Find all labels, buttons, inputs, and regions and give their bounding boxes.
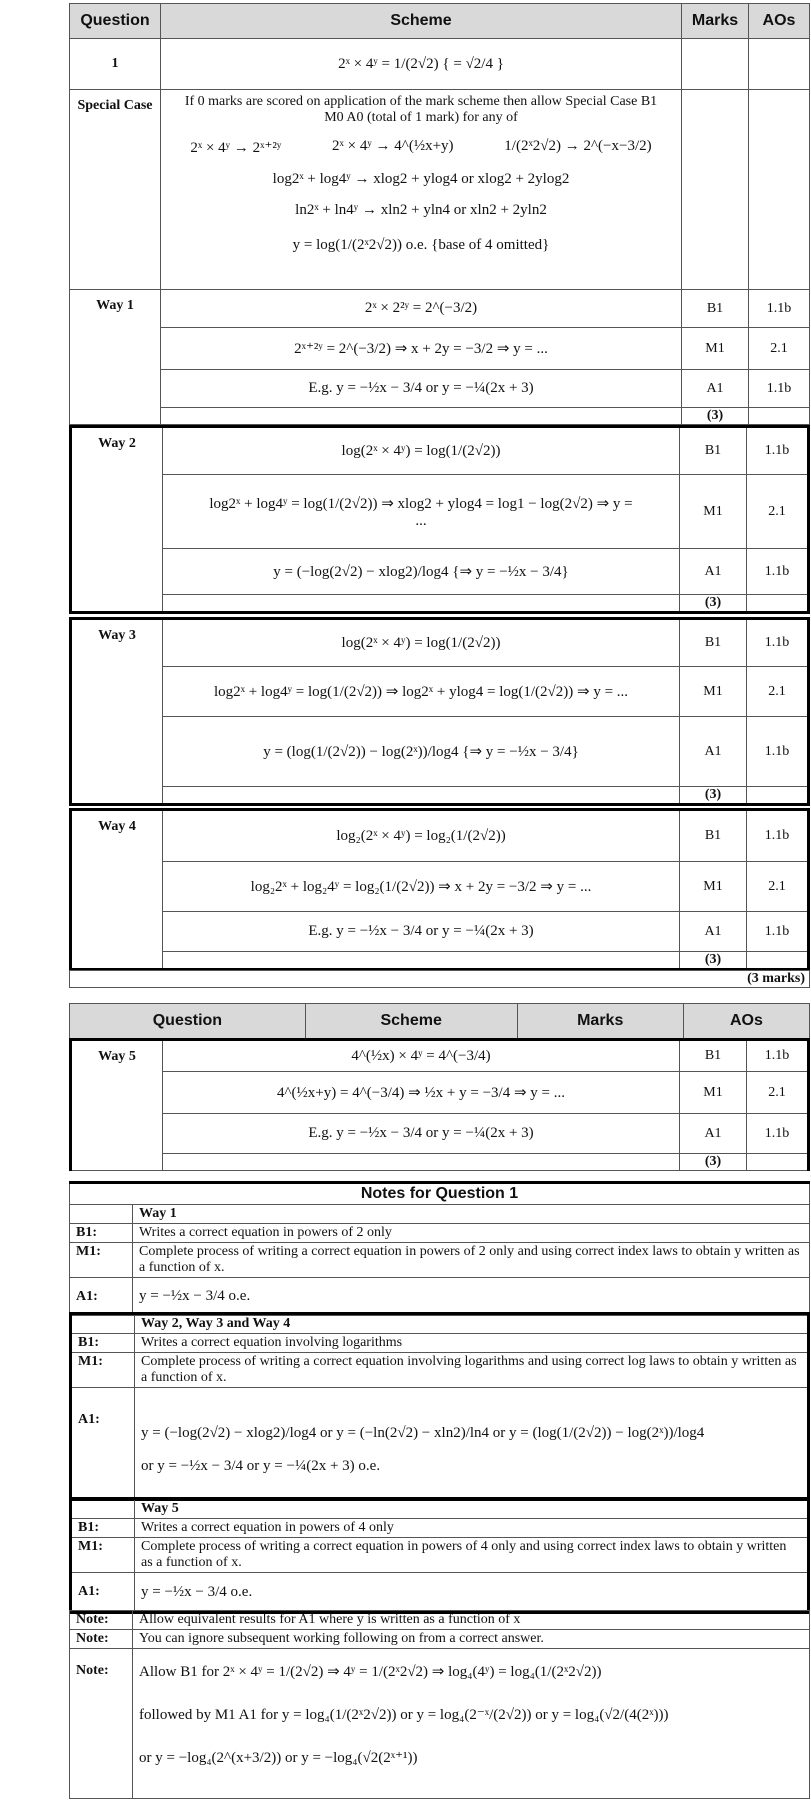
note-text: Writes a correct equation in powers of 4 only bbox=[135, 1519, 809, 1538]
ao: 2.1 bbox=[747, 1072, 809, 1114]
notes-way-head: Way 1 bbox=[133, 1205, 810, 1224]
ao: 1.1b bbox=[747, 810, 809, 862]
scheme-line: log₂2ˣ + log₂4ʸ = log₂(1/(2√2)) ⇒ x + 2y = −3/2 ⇒ y = ... bbox=[163, 862, 680, 912]
note-label: M1: bbox=[71, 1538, 135, 1573]
col-question: Question bbox=[70, 1004, 306, 1039]
special-case-text: If 0 marks are scored on application of the mark scheme then allow Special Case B1 M0 A0 (total of 1 mark) for any of bbox=[184, 94, 658, 125]
mark: A1 bbox=[680, 549, 747, 595]
scheme-line: log(2ˣ × 4ʸ) = log(1/(2√2)) bbox=[163, 619, 680, 667]
notes-table bbox=[69, 1181, 810, 1316]
ao: 2.1 bbox=[747, 667, 809, 717]
note-text: or y = −log₄(2^(x+3/2)) or y = −log₄(√2(2ˣ⁺¹)) bbox=[139, 1750, 418, 1766]
note-text: Writes a correct equation involving logarithms bbox=[135, 1334, 809, 1353]
mark: A1 bbox=[680, 912, 747, 952]
note-text: or y = −½x − 3/4 or y = −¼(2x + 3) o.e. bbox=[141, 1458, 381, 1474]
way-label: Way 2 bbox=[71, 427, 163, 613]
mark: B1 bbox=[680, 619, 747, 667]
mark: M1 bbox=[680, 475, 747, 549]
way-label: Way 5 bbox=[71, 1040, 163, 1171]
ao: 1.1b bbox=[747, 619, 809, 667]
note-label: B1: bbox=[71, 1334, 135, 1353]
scheme-line: y = (log(1/(2√2)) − log(2ˣ))/log4 {⇒ y = −½x − 3/4} bbox=[163, 717, 680, 787]
mark-scheme-table-1 bbox=[69, 3, 810, 425]
special-item: 1/(2ˣ2√2) → 2^(−x−3/2) bbox=[504, 138, 652, 154]
notes-way-234 bbox=[69, 1312, 810, 1501]
note-text: y = −½x − 3/4 o.e. bbox=[135, 1573, 809, 1613]
note-text: y = −½x − 3/4 o.e. bbox=[133, 1278, 810, 1316]
ao: 2.1 bbox=[747, 862, 809, 912]
note-text: Complete process of writing a correct equation in powers of 2 only and using correct index laws to obtain y written as a function of x. bbox=[133, 1243, 810, 1278]
mark: B1 bbox=[682, 290, 749, 328]
scheme-line: log2ˣ + log4ʸ = log(1/(2√2)) ⇒ log2ˣ + ylog4 = log(1/(2√2)) ⇒ y = ... bbox=[163, 667, 680, 717]
mark-total: (3) bbox=[680, 952, 747, 970]
col-scheme: Scheme bbox=[305, 1004, 517, 1039]
mark-total: (3) bbox=[680, 787, 747, 805]
way-2-block bbox=[69, 425, 810, 614]
note-label: Note: bbox=[70, 1630, 133, 1649]
note-text: y = (−log(2√2) − xlog2)/log4 or y = (−ln(2√2) − xln2)/ln4 or y = (log(1/(2√2)) − log(2ˣ))/log4 bbox=[141, 1425, 705, 1441]
mark-total: (3) bbox=[682, 408, 749, 425]
scheme-line: 2ˣ × 2²ʸ = 2^(−3/2) bbox=[161, 290, 682, 328]
question-equation: 2ˣ × 4ʸ = 1/(2√2) { = √2/4 } bbox=[161, 39, 682, 90]
note-label: B1: bbox=[70, 1224, 133, 1243]
note-label: Note: bbox=[70, 1611, 133, 1630]
notes-general bbox=[69, 1610, 810, 1799]
note-text: Writes a correct equation in powers of 2 only bbox=[133, 1224, 810, 1243]
note-text: You can ignore subsequent working following on from a correct answer. bbox=[133, 1630, 810, 1649]
scheme-line: 2ˣ⁺²ʸ = 2^(−3/2) ⇒ x + 2y = −3/2 ⇒ y = ... bbox=[161, 328, 682, 370]
ao: 1.1b bbox=[747, 549, 809, 595]
question-total-row bbox=[69, 970, 810, 988]
mark: B1 bbox=[680, 1040, 747, 1072]
way-5-block bbox=[69, 1038, 810, 1171]
note-label: A1: bbox=[71, 1388, 135, 1500]
scheme-line: log(2ˣ × 4ʸ) = log(1/(2√2)) bbox=[163, 427, 680, 475]
mark: M1 bbox=[680, 862, 747, 912]
note-label: Note: bbox=[70, 1649, 133, 1799]
special-item: log2ˣ + log4ʸ → xlog2 + ylog4 or xlog2 + 2ylog2 bbox=[272, 171, 570, 187]
special-item: 2ˣ × 4ʸ → 2ˣ⁺²ʸ bbox=[190, 140, 282, 156]
note-text: Complete process of writing a correct equation involving logarithms and using correct log laws to obtain y written as a function of x. bbox=[135, 1353, 809, 1388]
col-question: Question bbox=[70, 4, 161, 39]
note-text: Allow B1 for 2ˣ × 4ʸ = 1/(2√2) ⇒ 4ʸ = 1/(2ˣ2√2) ⇒ log₄(4ʸ) = log₄(1/(2ˣ2√2)) bbox=[139, 1664, 602, 1680]
notes-way-5 bbox=[69, 1497, 810, 1614]
note-label: A1: bbox=[71, 1573, 135, 1613]
scheme-line: E.g. y = −½x − 3/4 or y = −¼(2x + 3) bbox=[163, 1114, 680, 1154]
scheme-line: log₂(2ˣ × 4ʸ) = log₂(1/(2√2)) bbox=[163, 810, 680, 862]
note-text: followed by M1 A1 for y = log₄(1/(2ˣ2√2)) or y = log₄(2⁻ˣ/(2√2)) or y = log₄(√2/(4(2ˣ))) bbox=[139, 1707, 669, 1723]
col-aos: AOs bbox=[749, 4, 810, 39]
ao: 1.1b bbox=[749, 290, 810, 328]
mark-scheme-table-2 bbox=[69, 1003, 810, 1039]
special-item: y = log(1/(2ˣ2√2)) o.e. {base of 4 omitted} bbox=[292, 237, 550, 253]
question-number: 1 bbox=[70, 39, 161, 90]
way-4-block bbox=[69, 808, 810, 971]
way-label: Way 3 bbox=[71, 619, 163, 805]
note-text: Allow equivalent results for A1 where y is written as a function of x bbox=[133, 1611, 810, 1630]
mark: M1 bbox=[682, 328, 749, 370]
note-label: M1: bbox=[71, 1353, 135, 1388]
ao: 2.1 bbox=[749, 328, 810, 370]
col-marks: Marks bbox=[517, 1004, 683, 1039]
mark-total: (3) bbox=[680, 1154, 747, 1171]
note-label: M1: bbox=[70, 1243, 133, 1278]
mark: M1 bbox=[680, 667, 747, 717]
note-text: Complete process of writing a correct equation in powers of 4 only and using correct index laws to obtain y written as a function of x. bbox=[135, 1538, 809, 1573]
notes-title: Notes for Question 1 bbox=[70, 1183, 810, 1205]
col-aos: AOs bbox=[683, 1004, 809, 1039]
special-case-body bbox=[161, 90, 682, 290]
mark: A1 bbox=[680, 1114, 747, 1154]
scheme-line: 4^(½x+y) = 4^(−3/4) ⇒ ½x + y = −3/4 ⇒ y = ... bbox=[163, 1072, 680, 1114]
mark: A1 bbox=[682, 370, 749, 408]
question-total: (3 marks) bbox=[70, 971, 810, 988]
ao: 1.1b bbox=[747, 1040, 809, 1072]
scheme-line: 4^(½x) × 4ʸ = 4^(−3/4) bbox=[163, 1040, 680, 1072]
special-case-label: Special Case bbox=[70, 90, 161, 290]
col-scheme: Scheme bbox=[161, 4, 682, 39]
note-label: B1: bbox=[71, 1519, 135, 1538]
way-label: Way 1 bbox=[70, 290, 161, 425]
ao: 1.1b bbox=[747, 427, 809, 475]
scheme-line: E.g. y = −½x − 3/4 or y = −¼(2x + 3) bbox=[163, 912, 680, 952]
col-marks: Marks bbox=[682, 4, 749, 39]
ao: 1.1b bbox=[747, 912, 809, 952]
special-item: 2ˣ × 4ʸ → 4^(½x+y) bbox=[332, 138, 454, 154]
mark-total: (3) bbox=[680, 595, 747, 613]
ao: 1.1b bbox=[747, 1114, 809, 1154]
special-item: ln2ˣ + ln4ʸ → xln2 + yln4 or xln2 + 2yln2 bbox=[295, 202, 547, 218]
ao: 1.1b bbox=[749, 370, 810, 408]
scheme-line: log2ˣ + log4ʸ = log(1/(2√2)) ⇒ xlog2 + ylog4 = log1 − log(2√2) ⇒ y = ... bbox=[163, 475, 680, 549]
note-label: A1: bbox=[70, 1278, 133, 1316]
notes-way-head: Way 2, Way 3 and Way 4 bbox=[135, 1314, 809, 1334]
notes-way-head: Way 5 bbox=[135, 1499, 809, 1519]
scheme-line: E.g. y = −½x − 3/4 or y = −¼(2x + 3) bbox=[161, 370, 682, 408]
ao: 1.1b bbox=[747, 717, 809, 787]
way-3-block bbox=[69, 617, 810, 806]
ao: 2.1 bbox=[747, 475, 809, 549]
mark: B1 bbox=[680, 810, 747, 862]
scheme-line: y = (−log(2√2) − xlog2)/log4 {⇒ y = −½x − 3/4} bbox=[163, 549, 680, 595]
mark: A1 bbox=[680, 717, 747, 787]
mark: B1 bbox=[680, 427, 747, 475]
way-label: Way 4 bbox=[71, 810, 163, 970]
mark: M1 bbox=[680, 1072, 747, 1114]
